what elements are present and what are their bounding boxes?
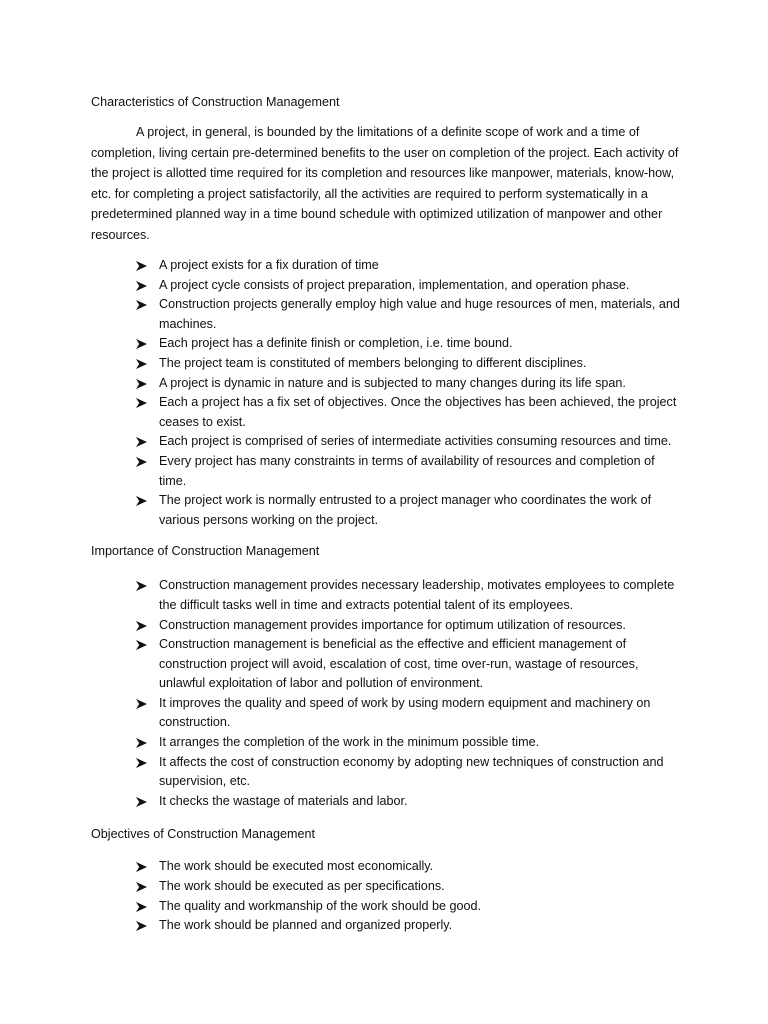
list-item-text: Each a project has a fix set of objectives. Once the objectives has been achieved, the project ceases to exist. xyxy=(159,395,677,429)
list-item xyxy=(136,877,681,897)
list-item xyxy=(136,792,681,812)
arrow-bullet-icon xyxy=(136,398,147,408)
list-item-text: The work should be executed as per specifications. xyxy=(159,879,445,894)
list-item xyxy=(136,897,681,917)
list-item-text: Construction management is beneficial as the effective and efficient management of construction project will avoid, escalation of cost, time over-run, wastage of resources, unlawful exploitation of labor and pollution of environment. xyxy=(159,637,639,691)
list-item-text: Construction management provides necessary leadership, motivates employees to complete the difficult tasks well in time and extracts potential talent of its employees. xyxy=(159,578,675,612)
arrow-bullet-icon xyxy=(136,862,147,872)
characteristics-list xyxy=(91,256,681,530)
list-item xyxy=(136,452,681,491)
arrow-bullet-icon xyxy=(136,621,147,631)
list-item-text: The project team is constituted of members belonging to different disciplines. xyxy=(159,355,587,370)
arrow-bullet-icon xyxy=(136,797,147,807)
arrow-bullet-icon xyxy=(136,300,147,310)
list-item xyxy=(136,432,681,452)
arrow-bullet-icon xyxy=(136,281,147,291)
arrow-bullet-icon xyxy=(136,457,147,467)
list-item-text: It improves the quality and speed of work by using modern equipment and machinery on construction. xyxy=(159,695,651,730)
list-item-text: It affects the cost of construction economy by adopting new techniques of construction and supervision, etc. xyxy=(159,754,664,789)
list-item xyxy=(136,491,681,530)
list-item-text: A project exists for a fix duration of time xyxy=(159,258,379,272)
list-item-text: Each project is comprised of series of intermediate activities consuming resources and time. xyxy=(159,434,672,449)
arrow-bullet-icon xyxy=(136,339,147,349)
list-item xyxy=(136,256,681,276)
list-item-text: Each project has a definite finish or completion, i.e. time bound. xyxy=(159,336,513,351)
document-content xyxy=(91,92,681,936)
arrow-bullet-icon xyxy=(136,379,147,389)
arrow-bullet-icon xyxy=(136,699,147,709)
heading-importance: Importance of Construction Management xyxy=(91,544,320,559)
objectives-list xyxy=(91,857,681,935)
list-item xyxy=(136,694,681,733)
list-item-text: It arranges the completion of the work in the minimum possible time. xyxy=(159,735,540,750)
list-item-text: Construction management provides importance for optimum utilization of resources. xyxy=(159,617,626,632)
list-item xyxy=(136,635,681,694)
list-item-text: A project cycle consists of project preparation, implementation, and operation phase. xyxy=(159,277,630,292)
list-item xyxy=(136,295,681,334)
list-item-text: The project work is normally entrusted to a project manager who coordinates the work of various persons working on the project. xyxy=(159,493,652,527)
arrow-bullet-icon xyxy=(136,359,147,369)
list-item-text: Every project has many constraints in terms of availability of resources and completion of time. xyxy=(159,453,655,488)
list-item xyxy=(136,733,681,753)
list-item xyxy=(136,393,681,432)
arrow-bullet-icon xyxy=(136,758,147,768)
list-item-text: It checks the wastage of materials and labor. xyxy=(159,793,408,808)
arrow-bullet-icon xyxy=(136,581,147,591)
list-item-text: The work should be executed most economically. xyxy=(159,859,434,874)
list-item xyxy=(136,334,681,354)
list-item-text: Construction projects generally employ high value and huge resources of men, materials, and machines. xyxy=(159,297,680,331)
list-item-text: A project is dynamic in nature and is subjected to many changes during its life span. xyxy=(159,375,626,390)
list-item-text: The work should be planned and organized properly. xyxy=(159,918,453,933)
list-item xyxy=(136,857,681,877)
list-item-text: The quality and workmanship of the work should be good. xyxy=(159,898,482,913)
arrow-bullet-icon xyxy=(136,902,147,912)
arrow-bullet-icon xyxy=(136,496,147,506)
list-item xyxy=(136,916,681,936)
importance-list xyxy=(91,576,681,811)
list-item xyxy=(136,616,681,636)
list-item xyxy=(136,576,681,615)
arrow-bullet-icon xyxy=(136,640,147,650)
list-item xyxy=(136,276,681,296)
arrow-bullet-icon xyxy=(136,882,147,892)
list-item xyxy=(136,753,681,792)
list-item xyxy=(136,374,681,394)
arrow-bullet-icon xyxy=(136,921,147,931)
intro-paragraph: A project, in general, is bounded by the limitations of a definite scope of work and a time of completion, living certain pre-determined benefits to the user on completion of the project. Each activity of the project is allotted time required for its completion and resources like manpower, materials, know-how, etc. for completing a project satisfactorily, all the activities are required to perform systematically in a predetermined planned way in a time bound schedule with optimized utilization of manpower and other resources. xyxy=(91,125,679,242)
heading-characteristics: Characteristics of Construction Management xyxy=(91,95,340,109)
arrow-bullet-icon xyxy=(136,437,147,447)
list-item xyxy=(136,354,681,374)
arrow-bullet-icon xyxy=(136,738,147,748)
heading-objectives: Objectives of Construction Management xyxy=(91,827,316,842)
arrow-bullet-icon xyxy=(136,261,147,271)
